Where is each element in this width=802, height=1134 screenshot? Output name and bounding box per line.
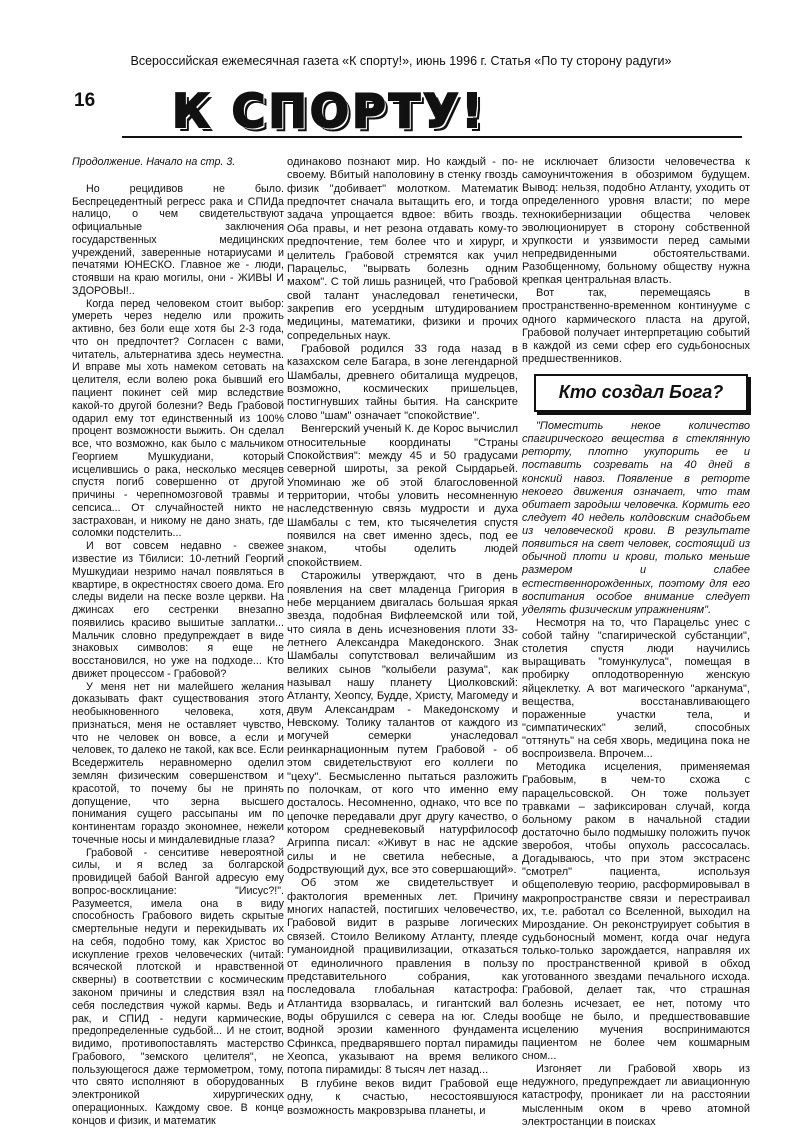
- paragraph: Грабовой - сенситиве невероятной силы, и я вслед за болгарской провидицей бабой Вангой адресую ему вопрос-восклицание: "Иисус?!". Разумеется, имела она в виду способность Грабового видеть скрытые смертельные недуги и перекидывать их на себя, подобно тому, как Христос во искупление грехов человеческих (читай: всяческой плотской и нравственной скверны) в соответствии с космическим законом причины и следствия взял на себя последствия чужой кармы. Ведь и рак, и СПИД - недуги кармические, предопределенные судьбой... И не стоит, видимо, противопоставлять мастерство Грабового, "земского целителя", не пользующегося даже термометром, тому, что свято исполняют в оборудованных электроникой хирургических операционных. Каждому свое. В конце концов и физик, и математик: [72, 846, 284, 1127]
- paragraph: И вот совсем недавно - свежее известие из Тбилиси: 10-летний Георгий Мушкудиаи незримо начал появляться в квартире, в окрестностях своего дома. Его следы видели на песке возле церкви. На джинсах его сестренки внезапно появились красиво вышитые заплатки... Мальчик словно предупреждает в виде знаковых символов: я еще не восстановился, но уже на подходе... Кто движет процессом - Грабовой?: [72, 540, 284, 680]
- paragraph: Вот так, перемещаясь в пространственно-временном континууме с одного кармического пласта на другой, Грабовой получает интерпретацию событий в каждой из семи сфер его судьбоносных предшественников.: [522, 287, 750, 365]
- paragraph: Грабовой родился 33 года назад в казахском селе Багара, в зоне легендарной Шамбалы, древнего обиталища мудрецов, возможно, космических пришельцев, постигнувших тайны бытия. На санскрите слово "шам" означает "спокойствие".: [287, 343, 518, 422]
- paragraph: одинаково познают мир. Но каждый - по-своему. Вбитый наполовину в стенку гвоздь физик "добивает" молотком. Математик предпочтет сначала вытащить его, и тогда задача упрощается вдвое: вбить гвоздь. Оба правы, и нет резона отдавать кому-то предпочтение, тем более что и хирург, и целитель Грабовой стремятся как учил Парацельс, "вырвать болезнь одним махом". С той лишь разницей, что Грабовой свой талант унаследовал генетически, закрепив его усердным штудированием медицины, математики, физики и прочих сопредельных наук.: [287, 156, 518, 342]
- paragraph: В глубине веков видит Грабовой еще одну, к счастью, несостоявшуюся возможность макровзрыва планеты, и: [287, 1077, 518, 1117]
- paragraph: Но рецидивов не было. Беспрецедентный регресс рака и СПИДа налицо, о чем свидетельствуют официальные заключения государственных медицинских учреждений, заверенные нотариусами и печатями ЮНЕСКО. Главное же - люди, стоявши на краю могилы, они - ЖИВЫ И ЗДОРОВЫ!..: [72, 182, 284, 297]
- page-number: 16: [74, 90, 96, 111]
- column-3: [522, 156, 750, 1129]
- paragraph: Об этом же свидетельствует и фактология временных лет. Причину многих напастей, постигших человечество, Грабовой видит в разрыве логических связей. Стоило Великому Атланту, плеяде гуманоидной працивилизации, отказаться от единоличного правления в пользу представительного собрания, как последовала глобальная катастрофа: Атлантида взорвалась, и гигантский вал воды обрушился с севера на юг. Следы водной эрозии каменного фундамента Сфинкса, предварявшего портал пирамиды Хеопса, указывают на время великого потопа пирамиды: 8 тысяч лет назад...: [287, 877, 518, 1077]
- header-source-line: Всероссийская ежемесячная газета «К спорту!», июнь 1996 г. Статья «По ту сторону радуги»: [130, 54, 672, 68]
- newspaper-logo: К СПОРТУ!: [112, 86, 752, 136]
- quote-paragraph: "Поместить некое количество спагирического вещества в стеклянную реторту, плотно укупорить ее и поставить созревать на 40 дней в конский навоз. Появление в реторте некоего движения означает, что там обитает зародыш человечка. Кормить его следует 40 недель колдовским снадобьем из человеческой крови. В результате появиться на свет человек, состоящий из обычной плоти и крови, только меньше размером и слабее естественнорожденных, поэтому для его воспитания особое внимание следует уделять физическим упражнениям".: [522, 420, 750, 616]
- paragraph: Старожилы утверждают, что в день появления на свет младенца Григория в небе мерцанием двигалась большая яркая звезда, подобная Вифлеемской или той, что сияла в день исчезновения плоти 33-летнего Александра Македонского. Знак Шамбалы сопутствовал величайшим из великих сынов "колыбели разума", как называл нашу планету Циолковский: Атланту, Хеопсу, Будде, Христу, Магомеду и двум Александрам - Македонскому и Невскому. Толику талантов от каждого из могучей семерки унаследовал реинкарнационным путем Грабовой - об этом свидетельствуют его коллеги по "цеху". Бесмысленно пытаться разложить по полочкам, от кого что именно ему досталось. Несомненно, однако, что все по цепочке передавали друг другу качество, о котором средневековый натурфилософ Агриппа писал: «Живут в нас не адские силы и не светила небесные, а бодрствующий дух, все это совершающий».: [287, 570, 518, 877]
- box-heading: Кто создал Бога?: [534, 374, 748, 412]
- paragraph: Венгерский ученый К. де Корос вычислил относительные координаты "Страны Спокойствия": между 45 и 50 градусами северной широты, за рекой Сырдарьей. Упоминаю же об этой благословенной территории, чтобы уловить несомненную наследственную связь мудрости и духа Шамбалы с тем, кто тысячелетия спустя появился на свет именно здесь, под ее знаком, чтобы оделить людей спокойствием.: [287, 423, 518, 569]
- paragraph: Когда перед человеком стоит выбор: умереть через неделю или прожить активно, без боли еще хотя бы 2-3 года, что он предпочтет? Согласен с вами, читатель, альтернатива здесь неуместна. И вправе мы хоть намеком сетовать на целителя, если волею рока бывший его пациент покинет сей мир вследствие какой-то другой болезни? Ведь Грабовой одарил ему тот единственный из 100% процент возможности выжить. Он сделал все, что возможно, как было с мальчиком Георгием Мушкудиани, который исцелившись о рака, несколько месяцев спустя погиб совершенно от другой причины - черепномозговой травмы и сепсиса... От случайностей никто не застрахован, и никому не дано знать, где соломки подстелить...: [72, 297, 284, 540]
- masthead: [72, 86, 742, 136]
- paragraph: не исключает близости человечества к самоуничтожения в обозримом будущем. Вывод: нельзя, подобно Атланту, уходить от определенного уровня власти; по мере технокибернизации общества человек эволюционирует в сторону собственной хрупкости и уязвимости перед самыми непредвиденными обстоятельствами. Разобщенному, больному обществу нужна крепкая центральная власть.: [522, 156, 750, 287]
- paragraph: Методика исцеления, применяемая Грабовым, в чем-то схожа с парацельсовской. Он тоже пользует травками – зафиксирован случай, когда больному раком в начальной стадии достаточно было подмышку положить пучок зверобоя, чтобы опухоль рассосалась. Догадываюсь, что при этом экстрасенс "смотрел" пациента, используя общеполевую теорию, расформировывал в макропространстве связи и перестраивал их, т.е. работал со Вселенной, выходил на Мироздание. Он реконструирует события в судьбоносный момент, когда очаг недуга только-только зарождается, направляя их по пространственной кривой в обход уготованного звездами печального исхода. Грабовой, делает так, что страшная болезнь исчезает, ее нет, потому что вообще не было, и предшествовавшие исцелению мучения воспринимаются пациентом не более чем кошмарным сном...: [522, 761, 750, 1062]
- continuation-note: Продолжение. Начало на стр. 3.: [72, 156, 236, 168]
- paragraph: У меня нет ни малейшего желания доказывать факт существования этого необыкновенного человека, хотя, признаться, меня не оставляет чувство, что не человек он вовсе, а если и человек, то далеко не такой, как все. Если Вседержитель неравномерно оделил землян физическим совершенством и красотой, то почему бы не принять допущение, что зерна высшего понимания сущего рассыпаны им по континентам гораздо экономнее, нежели точечные носы и миндалевидные глаза?: [72, 680, 284, 846]
- paragraph: Несмотря на то, что Парацельс унес с собой тайну "спагирической субстанции", столетия спустя люди научились выращивать "гомункулуса", помещая в пробирку оплодотворенную женскую яйцеклетку. А вот магического "арканума", вещества, восстанавливающего пораженные участки тела, и "симпатических" зелий, способных "оттянуть" на себя хворь, медицина пока не воспроизвела. Впрочем...: [522, 616, 750, 761]
- column-2: [287, 156, 518, 1118]
- column-1: [72, 156, 284, 1127]
- paragraph: Изгоняет ли Грабовой хворь из недужного, предупреждает ли авиационную катастрофу, проникает ли на расстоянии мысленным оком в чрево атомной электростанции в поисках: [522, 1063, 750, 1128]
